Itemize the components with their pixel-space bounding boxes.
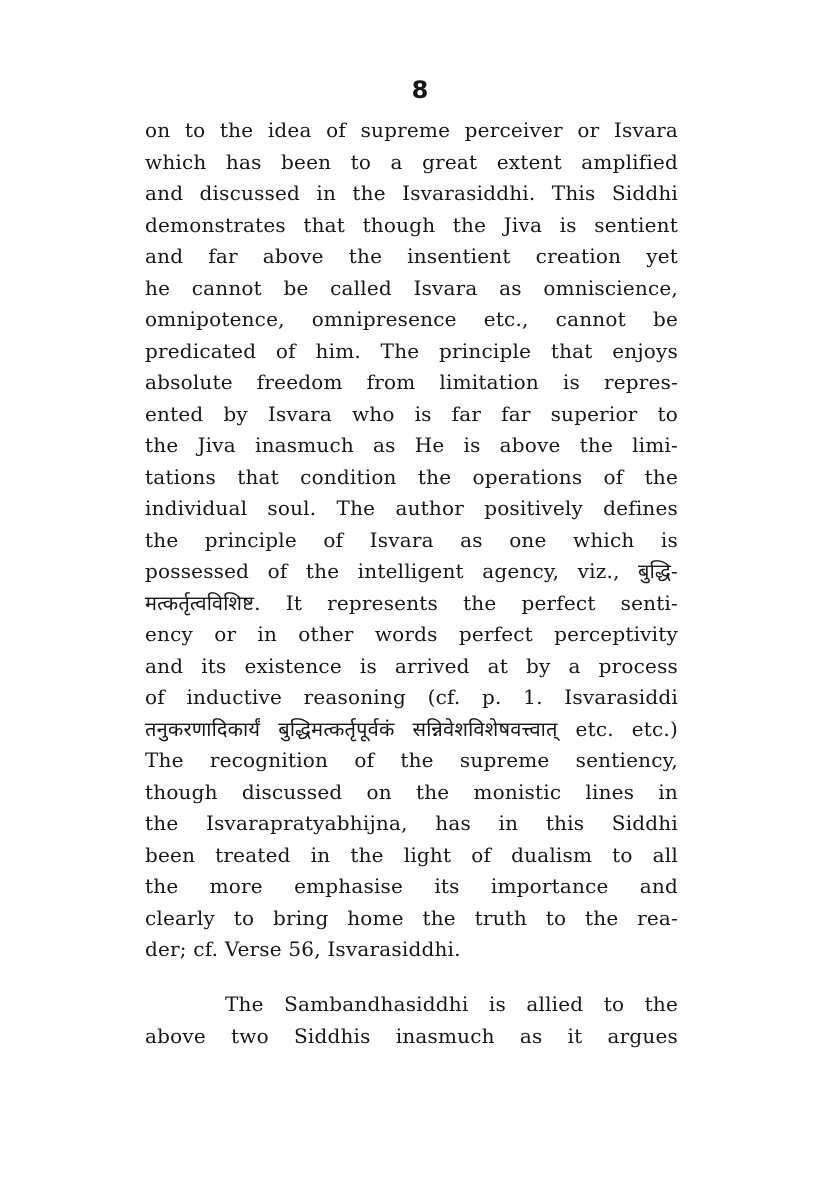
text-line: the principle of Isvara as one which is (145, 527, 678, 552)
text-line: the Jiva inasmuch as He is above the limi- (145, 433, 678, 457)
text-line: der; cf. Verse 56, Isvarasiddhi. (145, 937, 461, 961)
text-line: the Isvarapratyabhijna, has in this Siddhi (145, 811, 678, 835)
paragraph-2 (145, 989, 678, 1052)
text-line: been treated in the light of dualism to all (145, 842, 678, 867)
text-line: the more emphasise its importance and (145, 874, 678, 898)
text-line: which has been to a great extent amplified (145, 149, 678, 174)
text-line: and far above the insentient creation yet (145, 244, 678, 268)
text-line: predicated of him. The principle that enjoys (145, 338, 678, 363)
text-line: and discussed in the Isvarasiddhi. This Siddhi (145, 181, 678, 205)
text-line: The recognition of the supreme sentiency, (145, 748, 678, 772)
text-line: absolute freedom from limitation is repres- (145, 370, 678, 394)
text-line: he cannot be called Isvara as omniscience, (145, 275, 678, 300)
paragraph-1 (145, 115, 678, 966)
text-line: मत्कर्तृत्वविशिष्ट. It represents the perfect senti- (145, 590, 678, 615)
text-line: ented by Isvara who is far far superior to (145, 401, 678, 426)
page-number: 8 (411, 76, 429, 104)
text-line: The Sambandhasiddhi is allied to the (225, 992, 678, 1016)
text-line: though discussed on the monistic lines in (145, 779, 678, 804)
text-line: तनुकरणादिकार्यं बुद्धिमत्कर्तृपूर्वकं सन्निवेशविशेषवत्त्वात् etc. etc.) (145, 716, 678, 741)
text-line: and its existence is arrived at by a process (145, 653, 678, 678)
text-line: ency or in other words perfect perceptivity (145, 622, 678, 646)
text-line: of inductive reasoning (cf. p. 1. Isvarasiddi (145, 685, 678, 709)
text-line: omnipotence, omnipresence etc., cannot be (145, 307, 678, 331)
text-line: individual soul. The author positively defines (145, 496, 678, 520)
text-line: on to the idea of supreme perceiver or Isvara (145, 118, 678, 142)
text-line: demonstrates that though the Jiva is sentient (145, 212, 678, 237)
text-line: above two Siddhis inasmuch as it argues (145, 1023, 678, 1048)
text-line: tations that condition the operations of the (145, 464, 678, 489)
text-line: clearly to bring home the truth to the rea- (145, 905, 678, 930)
text-line: possessed of the intelligent agency, viz., बुद्धि- (145, 559, 678, 583)
